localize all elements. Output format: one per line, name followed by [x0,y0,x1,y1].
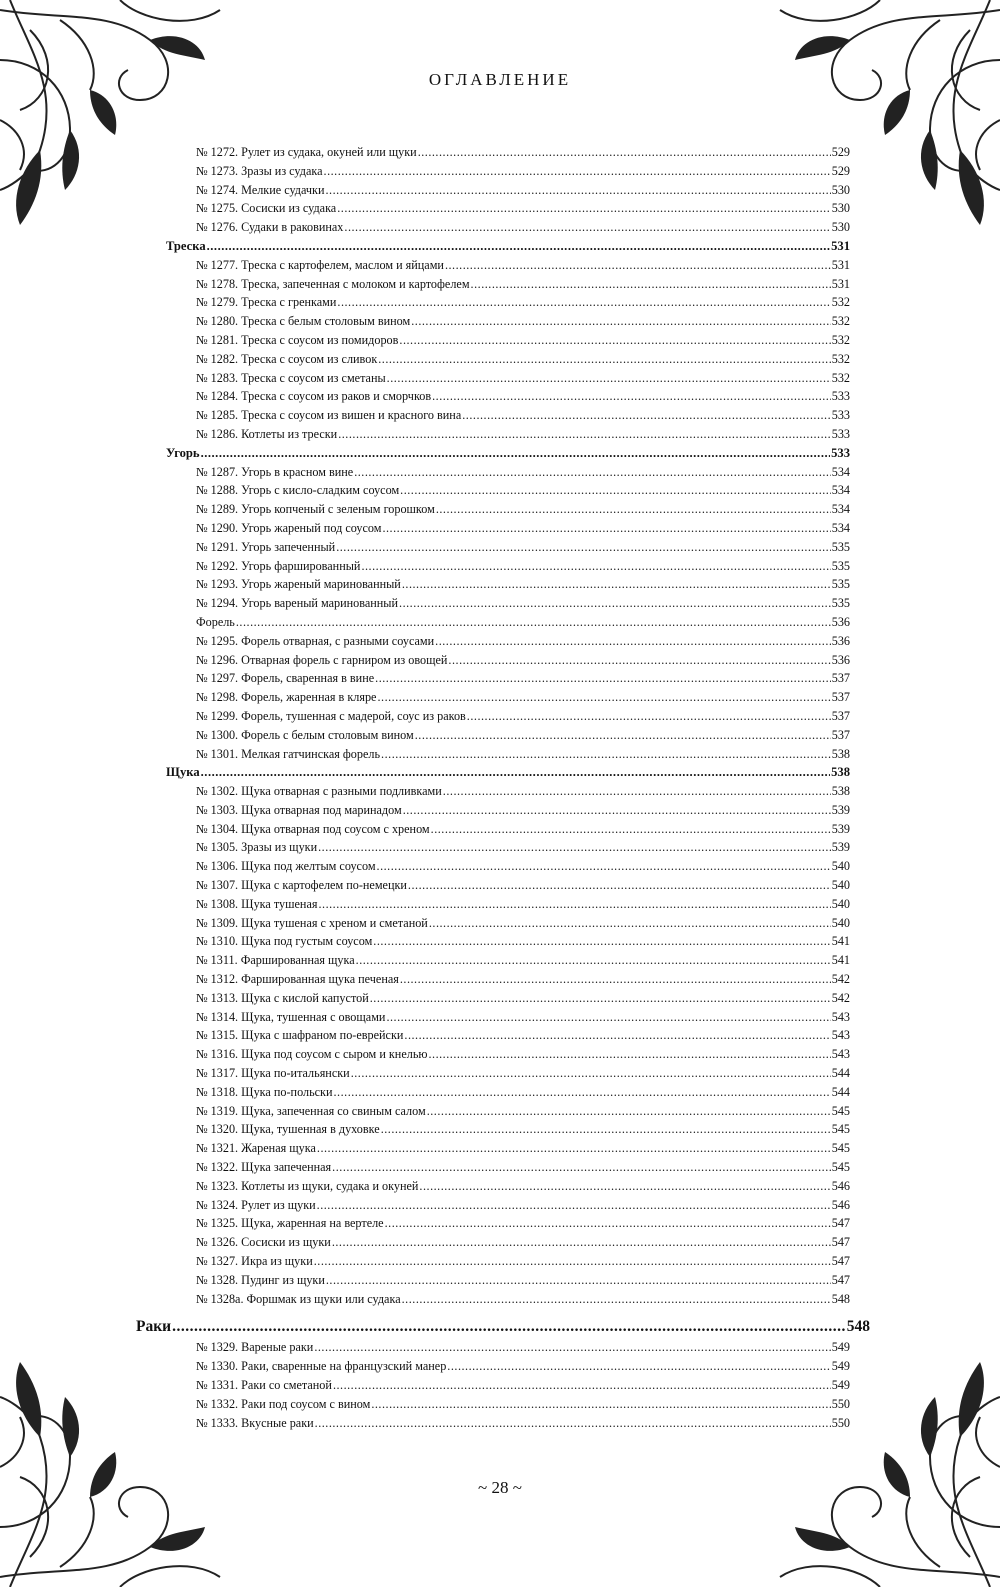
toc-entry-title: № 1317. Щука по-итальянски [196,1066,350,1081]
toc-entry [166,312,850,331]
toc-entry [166,1045,850,1064]
toc-entry-title: № 1304. Щука отварная под соусом с хреном [196,821,430,836]
dot-leader [314,1252,831,1271]
toc-entry-title: № 1307. Щука с картофелем по-немецки [196,878,407,893]
dot-leader [377,688,830,707]
toc-entry-title: № 1288. Угорь с кисло-сладким соусом [196,483,400,498]
toc-entry-page: 545 [831,1141,850,1156]
toc-entry-title: № 1286. Котлеты из трески [196,426,338,441]
dot-leader [386,1008,830,1027]
dot-leader [318,895,830,914]
dot-leader [435,632,831,651]
toc-entry [166,1338,850,1357]
dot-leader [399,594,831,613]
toc-entry-title: № 1321. Жареная щука [196,1141,316,1156]
dot-leader [411,312,830,331]
toc-entry [166,218,850,237]
toc-entry [166,519,850,538]
toc-entry-title: № 1326. Сосиски из щуки [196,1235,331,1250]
toc-entry-title: № 1285. Треска с соусом из вишен и красного вина [196,408,462,423]
toc-entry-title: № 1327. Икра из щуки [196,1254,313,1269]
toc-entry-page: 544 [831,1066,850,1081]
dot-leader [318,838,831,857]
toc-entry [166,557,850,576]
toc-entry-title: № 1293. Угорь жареный маринованный [196,577,401,592]
toc-entry [166,613,850,632]
toc-entry-title: № 1330. Раки, сваренные на французский манер [196,1359,447,1374]
toc-entry-title: № 1274. Мелкие судачки [196,182,325,197]
toc-entry-page: 533 [831,445,850,460]
toc-entry-page: 535 [831,577,850,592]
toc-section-heading [166,763,850,782]
dot-leader [462,406,830,425]
toc-entry-page: 544 [831,1084,850,1099]
toc-entry-page: 539 [831,802,850,817]
toc-entry [166,1214,850,1233]
toc-entry [166,406,850,425]
toc-entry-page: 530 [831,201,850,216]
toc-entry-page: 539 [831,821,850,836]
toc-entry-page: 547 [831,1235,850,1250]
toc-entry-title: № 1297. Форель, сваренная в вине [196,671,375,686]
dot-leader [399,331,830,350]
toc-entry [166,293,850,312]
toc-entry-title: № 1278. Треска, запеченная с молоком и картофелем [196,276,470,291]
dot-leader [471,275,831,294]
toc-entry [166,538,850,557]
dot-leader [443,782,831,801]
dot-leader [408,876,831,895]
dot-leader [400,970,831,989]
dot-leader [418,143,831,162]
toc-entry-title: № 1277. Треска с картофелем, маслом и яйцами [196,257,444,272]
toc-entry-title: № 1279. Треска с гренками [196,295,337,310]
dot-leader [429,914,831,933]
dot-leader [370,989,831,1008]
toc-entry-title: № 1310. Щука под густым соусом [196,934,373,949]
toc-entry-title: № 1303. Щука отварная под маринадом [196,802,402,817]
toc-entry-title: № 1308. Щука тушеная [196,896,318,911]
dot-leader [448,651,830,670]
toc-entry-title: № 1272. Рулет из судака, окуней или щуки [196,145,417,159]
toc-entry [166,1120,850,1139]
toc-entry-page: 546 [831,1178,850,1193]
dot-leader [377,857,831,876]
dot-leader [317,1196,831,1215]
toc-entry-page: 550 [831,1396,850,1411]
toc-entry [166,331,850,350]
toc-entry [166,1008,850,1027]
toc-entry [166,1233,850,1252]
toc-entry-page: 529 [831,163,850,178]
toc-section-heading [136,1316,870,1338]
toc-entry-title: № 1294. Угорь вареный маринованный [196,596,399,611]
toc-entry-page: 533 [831,389,850,404]
toc-entry-page: 540 [831,915,850,930]
toc-entry-title: № 1318. Щука по-польски [196,1084,333,1099]
toc-entry-page: 531 [831,276,850,291]
toc-entry-page: 540 [831,878,850,893]
toc-entry [166,989,850,1008]
toc-entry-title: № 1276. Судаки в раковинах [196,220,344,235]
dot-leader [172,1316,846,1338]
dot-leader [427,1102,831,1121]
toc-entry-page: 531 [831,257,850,272]
dot-leader [344,218,830,237]
toc-entry-page: 534 [831,483,850,498]
toc-entry [166,1252,850,1271]
toc-entry [166,688,850,707]
toc-entry-page: 538 [831,765,850,780]
toc-entry-title: № 1291. Угорь запеченный [196,539,336,554]
dot-leader [402,1290,831,1309]
toc-entry-page: 534 [831,520,850,535]
toc-entry-page: 532 [831,351,850,366]
toc-entry-title: № 1314. Щука, тушенная с овощами [196,1009,386,1024]
dot-leader [201,763,830,782]
toc-entry-page: 541 [831,934,850,949]
toc-entry-page: 534 [831,464,850,479]
toc-entry-page: 536 [831,652,850,667]
toc-entry [166,970,850,989]
toc-entry [166,1290,850,1309]
toc-section-heading [166,444,850,463]
toc-entry [166,914,850,933]
toc-entry [166,500,850,519]
toc-entry-title: № 1281. Треска с соусом из помидоров [196,332,399,347]
dot-leader [400,481,831,500]
toc-entry [166,632,850,651]
toc-entry-page: 545 [831,1122,850,1137]
toc-entry-page: 547 [831,1216,850,1231]
toc-entry-title: № 1306. Щука под желтым соусом [196,859,376,874]
toc-entry-title: № 1295. Форель отварная, с разными соусами [196,633,435,648]
toc-entry-title: № 1301. Мелкая гатчинская форель [196,746,381,761]
toc-entry-title: № 1315. Щука с шафраном по-еврейски [196,1028,404,1043]
dot-leader [351,1064,831,1083]
toc-entry-page: 541 [831,953,850,968]
toc-entry-page: 530 [831,220,850,235]
toc-entry-page: 549 [831,1359,850,1374]
toc-entry-title: Форель [196,614,235,629]
toc-entry [166,838,850,857]
dot-leader [402,575,831,594]
toc-entry [166,726,850,745]
dot-leader [326,1271,831,1290]
toc-entry-title: № 1289. Угорь копченый с зеленым горошком [196,502,435,517]
toc-entry-title: № 1311. Фаршированная щука [196,953,355,968]
toc-entry [166,350,850,369]
toc-entry-page: 550 [831,1415,850,1430]
toc-entry-title: № 1292. Угорь фаршированный [196,558,361,573]
toc-entry-page: 537 [831,727,850,742]
dot-leader [381,745,831,764]
toc-entry-title: № 1299. Форель, тушенная с мадерой, соус из раков [196,708,466,723]
toc-entry-page: 529 [831,145,850,159]
dot-leader [361,557,830,576]
dot-leader [324,162,831,181]
toc-entry [166,387,850,406]
toc-entry [166,1064,850,1083]
dot-leader [371,1395,830,1414]
toc-entry [166,481,850,500]
toc-entry-title: № 1302. Щука отварная с разными подливками [196,784,442,799]
toc-entry [166,1026,850,1045]
toc-entry [166,1196,850,1215]
toc-entry-page: 545 [831,1103,850,1118]
table-of-contents [136,143,870,1432]
toc-entry-page: 537 [831,671,850,686]
toc-entry-page: 549 [831,1378,850,1392]
toc-entry-title: № 1290. Угорь жареный под соусом [196,520,382,535]
dot-leader [403,801,831,820]
toc-entry [166,1414,850,1433]
toc-entry [166,256,850,275]
toc-entry-page: 548 [831,1291,850,1306]
toc-entry-page: 542 [831,972,850,987]
dot-leader [317,1139,831,1158]
toc-entry [166,951,850,970]
toc-entry-title: № 1287. Угорь в красном вине [196,464,354,479]
toc-entry-title: № 1298. Форель, жаренная в кляре [196,690,377,705]
toc-entry [166,1376,850,1395]
toc-entry-title: № 1273. Зразы из судака [196,163,323,178]
toc-entry-page: 530 [831,182,850,197]
dot-leader [236,613,831,632]
dot-leader [382,519,830,538]
toc-entry-title: № 1300. Форель с белым столовым вином [196,727,414,742]
toc-entry-page: 531 [831,238,850,253]
toc-entry-title: № 1309. Щука тушеная с хреном и сметаной [196,915,428,930]
toc-entry [166,876,850,895]
toc-entry-title: № 1320. Щука, тушенная в духовке [196,1122,380,1137]
toc-entry-title: № 1316. Щука под соусом с сыром и кнелью [196,1047,428,1062]
toc-entry-page: 543 [831,1028,850,1043]
toc-entry-page: 540 [831,859,850,874]
toc-entry [166,181,850,200]
dot-leader [332,1233,831,1252]
toc-entry-page: 539 [831,840,850,855]
toc-entry [166,1395,850,1414]
dot-leader [356,951,831,970]
dot-leader [334,1083,831,1102]
toc-entry-page: 548 [846,1318,870,1336]
toc-entry-page: 532 [831,332,850,347]
toc-entry-page: 533 [831,426,850,441]
toc-entry-title: № 1331. Раки со сметаной [196,1378,332,1392]
toc-entry-page: 547 [831,1254,850,1269]
toc-entry [166,895,850,914]
toc-entry-title: № 1282. Треска с соусом из сливок [196,351,378,366]
toc-entry [166,669,850,688]
dot-leader [333,1376,831,1395]
toc-entry-title: № 1329. Вареные раки [196,1340,314,1355]
toc-entry-page: 536 [831,633,850,648]
dot-leader [378,350,830,369]
toc-entry-page: 538 [831,784,850,799]
toc-entry-page: 537 [831,708,850,723]
toc-entry-page: 542 [831,990,850,1005]
toc-entry-title: № 1275. Сосиски из судака [196,201,337,216]
toc-entry-title: № 1284. Треска с соусом из раков и сморчков [196,389,432,404]
dot-leader [432,387,831,406]
page-title: ОГЛАВЛЕНИЕ [428,70,572,89]
toc-entry [166,782,850,801]
toc-entry [166,651,850,670]
dot-leader [428,1045,830,1064]
toc-entry [166,857,850,876]
toc-entry [166,1177,850,1196]
toc-entry-title: № 1333. Вкусные раки [196,1415,314,1430]
toc-entry [166,425,850,444]
toc-entry-title: Раки [136,1318,172,1336]
toc-entry-page: 532 [831,295,850,310]
toc-entry-page: 537 [831,690,850,705]
toc-entry [166,575,850,594]
toc-entry-title: № 1325. Щука, жаренная на вертеле [196,1216,384,1231]
toc-entry-title: № 1296. Отварная форель с гарниром из овощей [196,652,448,667]
dot-leader [315,1414,831,1433]
toc-entry [166,1158,850,1177]
toc-entry [166,594,850,613]
toc-entry [166,275,850,294]
dot-leader [336,538,831,557]
dot-leader [404,1026,830,1045]
toc-entry-page: 549 [831,1340,850,1355]
dot-leader [332,1158,831,1177]
toc-entry-title: № 1328. Пудинг из щуки [196,1272,325,1287]
page-number: ~ 28 ~ [478,1478,522,1497]
toc-entry [166,1139,850,1158]
toc-entry [166,1271,850,1290]
toc-entry-title: Угорь [166,445,200,460]
toc-entry-title: № 1305. Зразы из щуки [196,840,318,855]
dot-leader [354,463,831,482]
dot-leader [447,1357,830,1376]
toc-entry [166,369,850,388]
dot-leader [375,669,831,688]
dot-leader [445,256,831,275]
dot-leader [338,425,831,444]
toc-entry-page: 538 [831,746,850,761]
toc-entry [166,143,850,162]
toc-entry [166,463,850,482]
dot-leader [381,1120,831,1139]
toc-entry [166,1357,850,1376]
toc-section-heading [166,237,850,256]
dot-leader [436,500,831,519]
toc-entry-page: 540 [831,896,850,911]
toc-entry [166,932,850,951]
toc-entry-page: 532 [831,370,850,385]
toc-entry [166,820,850,839]
toc-entry-title: № 1322. Щука запеченная [196,1160,332,1175]
toc-entry-title: № 1323. Котлеты из щуки, судака и окуней [196,1178,419,1193]
dot-leader [467,707,831,726]
toc-entry-page: 533 [831,408,850,423]
dot-leader [415,726,831,745]
toc-entry-title: № 1324. Рулет из щуки [196,1197,316,1212]
dot-leader [385,1214,831,1233]
toc-entry-title: № 1313. Щука с кислой капустой [196,990,369,1005]
dot-leader [387,369,831,388]
toc-entry-title: № 1280. Треска с белым столовым вином [196,314,411,329]
toc-entry [166,199,850,218]
toc-entry-title: № 1283. Треска с соусом из сметаны [196,370,386,385]
toc-entry-page: 543 [831,1047,850,1062]
toc-entry-page: 547 [831,1272,850,1287]
dot-leader [207,237,830,256]
toc-entry [166,1102,850,1121]
toc-entry [166,801,850,820]
toc-entry-page: 543 [831,1009,850,1024]
dot-leader [373,932,830,951]
toc-entry-page: 536 [831,614,850,629]
toc-entry-page: 546 [831,1197,850,1212]
toc-entry-title: № 1319. Щука, запеченная со свиным салом [196,1103,426,1118]
toc-entry-page: 535 [831,596,850,611]
dot-leader [419,1177,830,1196]
toc-entry-page: 534 [831,502,850,517]
toc-entry [166,162,850,181]
toc-entry-title: № 1312. Фаршированная щука печеная [196,972,399,987]
dot-leader [337,293,830,312]
toc-entry-title: № 1328а. Форшмак из щуки или судака [196,1291,401,1306]
toc-entry-page: 535 [831,539,850,554]
toc-entry-title: Треска [166,238,206,253]
toc-entry-title: № 1332. Раки под соусом с вином [196,1396,371,1411]
toc-entry [166,1083,850,1102]
toc-entry-page: 545 [831,1160,850,1175]
dot-leader [201,444,831,463]
toc-entry-title: Щука [166,765,200,780]
toc-entry [166,745,850,764]
dot-leader [431,820,831,839]
toc-entry-page: 535 [831,558,850,573]
dot-leader [325,181,830,200]
toc-entry [166,707,850,726]
dot-leader [337,199,831,218]
dot-leader [314,1338,830,1357]
toc-entry-page: 532 [831,314,850,329]
